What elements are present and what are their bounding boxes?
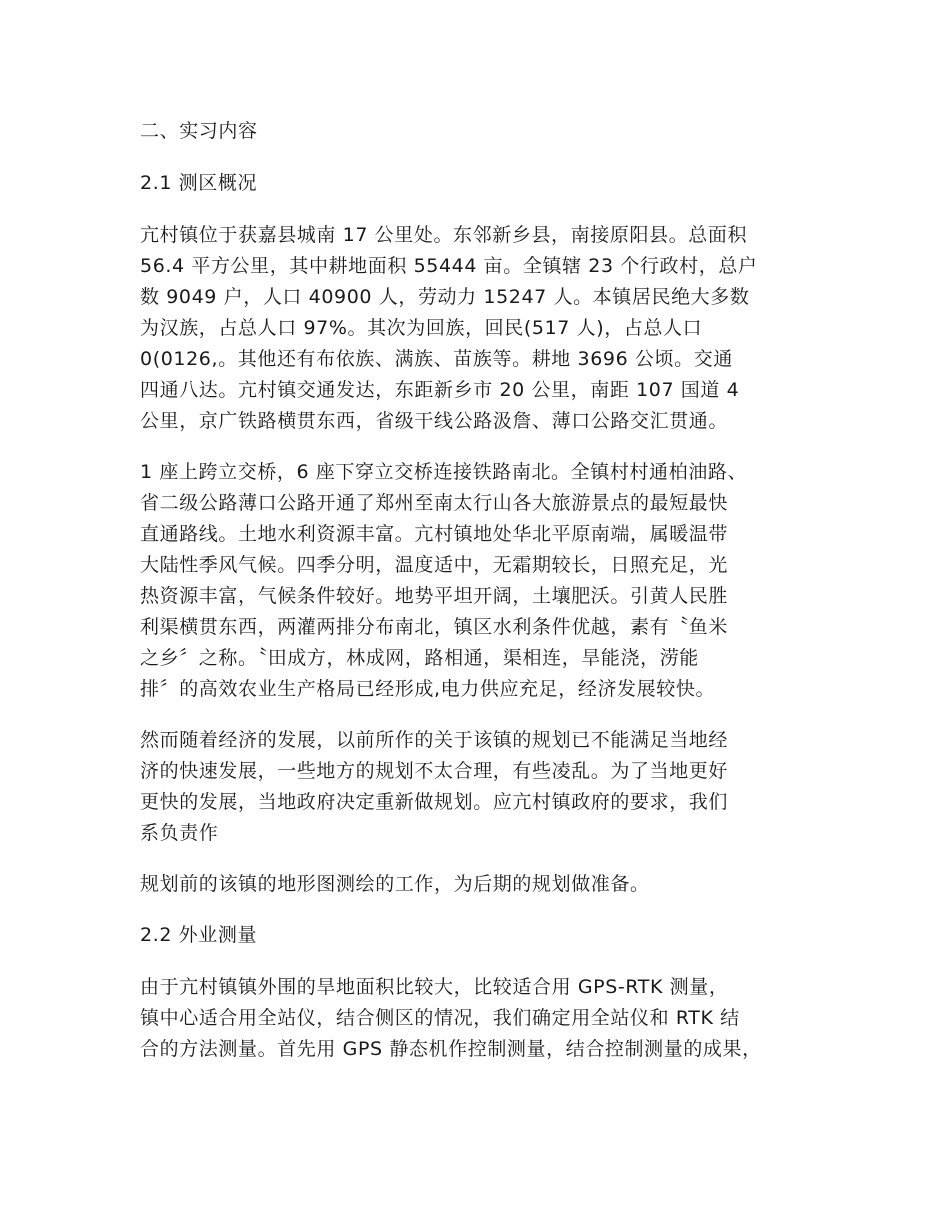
- text-line: 济的快速发展，一些地方的规划不太合理，有些凌乱。为了当地更好: [140, 760, 729, 782]
- subsection-heading-field-survey: 2.2 外业测量: [140, 924, 258, 946]
- paragraph-planning-need: [140, 725, 830, 849]
- text-line: 热资源丰富，气候条件较好。地势平坦开阔，土壤肥沃。引黄人民胜: [140, 585, 729, 607]
- section-heading-internship-content: 二、实习内容: [140, 120, 258, 142]
- paragraph-survey-task: [140, 869, 830, 900]
- text-line: 亢村镇位于获嘉县城南 17 公里处。东邻新乡县，南接原阳县。总面积: [140, 224, 748, 246]
- text-line: 省二级公路薄口公路开通了郑州至南太行山各大旅游景点的最短最快: [140, 492, 729, 514]
- text-line: 直通路线。土地水利资源丰富。亢村镇地处华北平原南端，属暖温带: [140, 523, 729, 545]
- text-line: 大陆性季风气候。四季分明，温度适中，无霜期较长，日照充足，光: [140, 554, 729, 576]
- text-line: 1 座上跨立交桥，6 座下穿立交桥连接铁路南北。全镇村村通柏油路、: [140, 461, 748, 483]
- text-line: 更快的发展，当地政府决定重新做规划。应亢村镇政府的要求，我们: [140, 791, 729, 813]
- text-line: 利渠横贯东西，两灌两排分布南北，镇区水利条件优越，素有〝鱼米: [140, 616, 729, 638]
- paragraph-town-overview: [140, 220, 830, 437]
- text-line: 合的方法测量。首先用 GPS 静态机作控制测量，结合控制测量的成果，: [140, 1038, 762, 1060]
- text-line: 规划前的该镇的地形图测绘的工作，为后期的规划做准备。: [140, 873, 650, 895]
- text-line: 系负责作: [140, 822, 219, 844]
- document-body: [140, 116, 830, 1085]
- text-line: 56.4 平方公里，其中耕地面积 55444 亩。全镇辖 23 个行政村，总户: [140, 255, 758, 277]
- text-line: 之乡〞之称。〝田成方，林成网，路相通，渠相连，旱能浇，涝能: [140, 647, 699, 669]
- text-line: 为汉族，占总人口 97%。其次为回族，回民(517 人)，占总人口: [140, 317, 703, 339]
- text-line: 由于亢村镇镇外围的旱地面积比较大，比较适合用 GPS-RTK 测量，: [140, 976, 729, 998]
- text-line: 四通八达。亢村镇交通发达，东距新乡市 20 公里，南距 107 国道 4: [140, 379, 740, 401]
- text-line: 然而随着经济的发展，以前所作的关于该镇的规划已不能满足当地经: [140, 729, 729, 751]
- subsection-heading-survey-area-overview: 2.1 测区概况: [140, 172, 258, 194]
- text-line: 数 9049 户，人口 40900 人，劳动力 15247 人。本镇居民绝大多数: [140, 286, 750, 308]
- text-line: 公里，京广铁路横贯东西，省级干线公路汲詹、薄口公路交汇贯通。: [140, 410, 729, 432]
- paragraph-survey-method: [140, 972, 830, 1065]
- paragraph-transport-and-climate: [140, 457, 830, 705]
- text-line: 0(0126,。其他还有布依族、满族、苗族等。耕地 3696 公顷。交通: [140, 348, 733, 370]
- text-line: 排〞的高效农业生产格局已经形成,电力供应充足，经济发展较快。: [140, 678, 716, 700]
- text-line: 镇中心适合用全站仪，结合侧区的情况，我们确定用全站仪和 RTK 结: [140, 1007, 740, 1029]
